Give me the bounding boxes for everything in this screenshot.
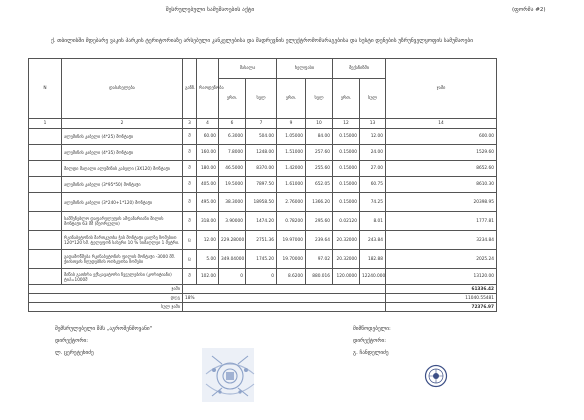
cell-mech-sum: 243.84	[360, 231, 386, 250]
official-seal	[424, 364, 448, 388]
header-per-unit: ერთ.	[219, 79, 246, 119]
cell-mat-unit: 0	[219, 269, 246, 285]
cell-qty: 5.00	[197, 250, 219, 269]
cell-total: 2025.24	[386, 250, 497, 269]
cell-wage-sum: 257.60	[306, 145, 333, 161]
cell-mech-sum: 8.01	[360, 212, 386, 231]
header-per-unit: ერთ.	[277, 79, 306, 119]
header-wages: ხელფასი	[277, 59, 333, 79]
cell-wage-sum: 239.64	[306, 231, 333, 250]
cell-num	[29, 129, 62, 145]
form-number: (ფორმა #2)	[512, 7, 546, 13]
cell-mech-sum: 60.75	[360, 177, 386, 193]
cell-wage-sum: 84.00	[306, 129, 333, 145]
col-number: 9	[277, 119, 306, 129]
cell-unit: მ	[183, 269, 197, 285]
cell-mat-sum: 8370.00	[246, 161, 277, 177]
cell-num	[29, 231, 62, 250]
cell-name: ალუმინის კაბელი (3*95*50) მონტაჟი	[62, 177, 183, 193]
cell-name: ალუმინის კაბელი (3*240+1*120) მონტაჟი	[62, 193, 183, 212]
cell-unit: მ	[183, 129, 197, 145]
header-machines: მექანიზმი	[333, 59, 386, 79]
cell-num	[29, 250, 62, 269]
col-number: 1	[29, 119, 62, 129]
cell-mech-unit: 20.32000	[333, 231, 360, 250]
cell-wage-unit: 19.97000	[277, 231, 306, 250]
cell-total: 600.00	[386, 129, 497, 145]
cell-total: 1777.81	[386, 212, 497, 231]
cell-wage-unit: 1.51000	[277, 145, 306, 161]
col-number: 13	[360, 119, 386, 129]
cell-mech-unit: 0.15000	[333, 129, 360, 145]
cell-num	[29, 177, 62, 193]
cell-mat-unit: 3.90000	[219, 212, 246, 231]
header-per-unit: ერთ.	[333, 79, 360, 119]
summary-value: 11040.55481	[386, 294, 497, 303]
company-stamp	[200, 344, 260, 406]
left-signatory-org: შემსრულებელი შპს „აგროშენმოვანი"	[55, 326, 153, 332]
cell-mat-sum: 0	[246, 269, 277, 285]
cell-name: რკინაბეტონის მართკუთხა ჭის მონტაჟი ცალზე ზომებით 120*120 სმ. ტელეფონ სახერი 10 % სიმაღლეი 1 მეტრი.	[62, 231, 183, 250]
cell-total: 13120.00	[386, 269, 497, 285]
cell-qty: 405.00	[197, 177, 219, 193]
col-number: 4	[197, 119, 219, 129]
cell-mat-sum: 1248.00	[246, 145, 277, 161]
cell-mat-unit: 229.28000	[219, 231, 246, 250]
col-number: 2	[62, 119, 183, 129]
cell-wage-unit: 2.76000	[277, 193, 306, 212]
summary-value: 72376.97	[386, 303, 497, 312]
cell-mech-unit: 20.32000	[333, 250, 360, 269]
header-qty: რაოდენობა	[197, 59, 219, 119]
table-row	[29, 212, 497, 231]
cell-mech-sum: 182.88	[360, 250, 386, 269]
cell-unit: მ	[183, 145, 197, 161]
summary-value: 61336.42	[386, 285, 497, 294]
table-row	[29, 161, 497, 177]
cell-total: 1529.60	[386, 145, 497, 161]
cell-num	[29, 193, 62, 212]
summary-percent	[183, 285, 386, 294]
left-signatory-role: დირექტორი:	[55, 338, 89, 344]
cell-wage-sum: 1366.20	[306, 193, 333, 212]
cell-name: მიწის გათხრა ექსკავატორი ჩვეულებისი (კორიტიანი) ტიპ=1000მ	[62, 269, 183, 285]
cell-qty: 60.00	[197, 129, 219, 145]
cell-mat-unit: 349.04000	[219, 250, 246, 269]
cell-wage-unit: 1.42000	[277, 161, 306, 177]
cell-mech-sum: 12.00	[360, 129, 386, 145]
cell-unit: მ	[183, 212, 197, 231]
cell-mech-unit: 0.15000	[333, 161, 360, 177]
cell-unit: მ	[183, 193, 197, 212]
cell-wage-unit: 19.70000	[277, 250, 306, 269]
cell-name: ალუმინის კაბელი (4*25) მონტაჟი	[62, 129, 183, 145]
table-row	[29, 269, 497, 285]
document-title: შესრულებული სამუშაოების აქტი	[165, 7, 255, 13]
summary-percent: 18%	[183, 294, 386, 303]
cell-wage-sum: 295.60	[306, 212, 333, 231]
cell-unit: ც	[183, 231, 197, 250]
cell-mat-sum: 7897.50	[246, 177, 277, 193]
cell-unit: ც	[183, 250, 197, 269]
cell-qty: 495.00	[197, 193, 219, 212]
cell-name: გადამოწმება რკინაბეტონის ფილის მონტაჟი -3000 მმ. ჭიისთვის ზღუდებზის ოთხკუთხა ზომები	[62, 250, 183, 269]
cell-num	[29, 269, 62, 285]
col-number: 10	[306, 119, 333, 129]
summary-row	[29, 294, 497, 303]
left-signatory-name: ლ. ცერეტეხიძე	[55, 350, 94, 356]
cell-wage-sum: 97.02	[306, 250, 333, 269]
right-signatory-role: დირექტორი:	[353, 338, 387, 344]
cell-mat-unit: 38.3000	[219, 193, 246, 212]
summary-label: დღგ	[29, 294, 183, 303]
cell-qty: 160.00	[197, 145, 219, 161]
cell-mat-sum: 1474.20	[246, 212, 277, 231]
cell-mech-sum: 27.00	[360, 161, 386, 177]
cell-wage-sum: 652.05	[306, 177, 333, 193]
cell-total: 3234.84	[386, 231, 497, 250]
cell-name: ალუმინის კაბელი (4*35) მონტაჟი	[62, 145, 183, 161]
table-row	[29, 193, 497, 212]
cell-mat-unit: 6.3000	[219, 129, 246, 145]
summary-label: ჯამი	[29, 285, 183, 294]
cell-mech-sum: 74.25	[360, 193, 386, 212]
table-row	[29, 177, 497, 193]
cell-qty: 102.00	[197, 269, 219, 285]
cell-mat-sum: 18958.50	[246, 193, 277, 212]
cell-mech-unit: 0.15000	[333, 193, 360, 212]
estimate-table	[28, 58, 497, 312]
cell-total: 8652.60	[386, 161, 497, 177]
col-number: 3	[183, 119, 197, 129]
cell-unit: მ	[183, 177, 197, 193]
cell-mat-unit: 19.5000	[219, 177, 246, 193]
cell-qty: 318.00	[197, 212, 219, 231]
cell-wage-unit: 0.78200	[277, 212, 306, 231]
cell-qty: 12.00	[197, 231, 219, 250]
cell-mat-sum: 504.00	[246, 129, 277, 145]
column-numbers-row	[29, 119, 497, 129]
cell-num	[29, 161, 62, 177]
cell-total: 20398.95	[386, 193, 497, 212]
table-row	[29, 129, 497, 145]
header-unit: განზ.	[183, 59, 197, 119]
cell-wage-unit: 1.61000	[277, 177, 306, 193]
header-name: დასახელება	[62, 59, 183, 119]
col-number: 7	[246, 119, 277, 129]
header-sum: სულ	[306, 79, 333, 119]
cell-unit: მ	[183, 161, 197, 177]
right-signatory-org: მიმწოდებელი:	[353, 326, 391, 332]
cell-wage-unit: 1.05000	[277, 129, 306, 145]
header-materials: მასალა	[219, 59, 277, 79]
cell-mech-unit: 120.0000	[333, 269, 360, 285]
cell-mat-unit: 46.5000	[219, 161, 246, 177]
header-num: N	[29, 59, 62, 119]
intro-text: ქ. თბილისში მდებარე ვაკის პარკის ტერიტორიაზე არსებული კანკელებისა და შადრევნის ელექტრომომარაგებისა და სუსტი დენების უზრუნველყოფის სამუშაოები	[51, 38, 473, 44]
table-row	[29, 231, 497, 250]
cell-mech-sum: 12240.000	[360, 269, 386, 285]
cell-mech-unit: 0.15000	[333, 177, 360, 193]
cell-mech-sum: 24.00	[360, 145, 386, 161]
summary-row	[29, 303, 497, 312]
right-signatory-name: გ. ჩანდელიძე	[353, 350, 389, 356]
summary-label: სულ ჯამი	[29, 303, 183, 312]
header-sum: სულ	[360, 79, 386, 119]
col-number: 12	[333, 119, 360, 129]
cell-mech-unit: 0.02120	[333, 212, 360, 231]
header-sum: სულ	[246, 79, 277, 119]
col-number: 14	[386, 119, 497, 129]
cell-mat-sum: 2751.36	[246, 231, 277, 250]
summary-row	[29, 285, 497, 294]
cell-name: სამშენებლო დაფარულუფის ამფაზარიანი მილის მონტაჟი 63 მმ (მეორეული)	[62, 212, 183, 231]
cell-num	[29, 145, 62, 161]
table-row	[29, 145, 497, 161]
header-total: ჯამი	[386, 59, 497, 119]
table-row	[29, 250, 497, 269]
cell-wage-sum: 880.016	[306, 269, 333, 285]
cell-total: 8610.30	[386, 177, 497, 193]
cell-name: მილდი მაღალი ალუმინის კაბელი (3X120) მონტაჟი	[62, 161, 183, 177]
col-number: 6	[219, 119, 246, 129]
cell-mat-sum: 1745.20	[246, 250, 277, 269]
summary-percent	[183, 303, 386, 312]
cell-num	[29, 212, 62, 231]
cell-mat-unit: 7.8000	[219, 145, 246, 161]
cell-qty: 180.00	[197, 161, 219, 177]
cell-wage-unit: 8.6200	[277, 269, 306, 285]
cell-mech-unit: 0.15000	[333, 145, 360, 161]
cell-wage-sum: 255.60	[306, 161, 333, 177]
